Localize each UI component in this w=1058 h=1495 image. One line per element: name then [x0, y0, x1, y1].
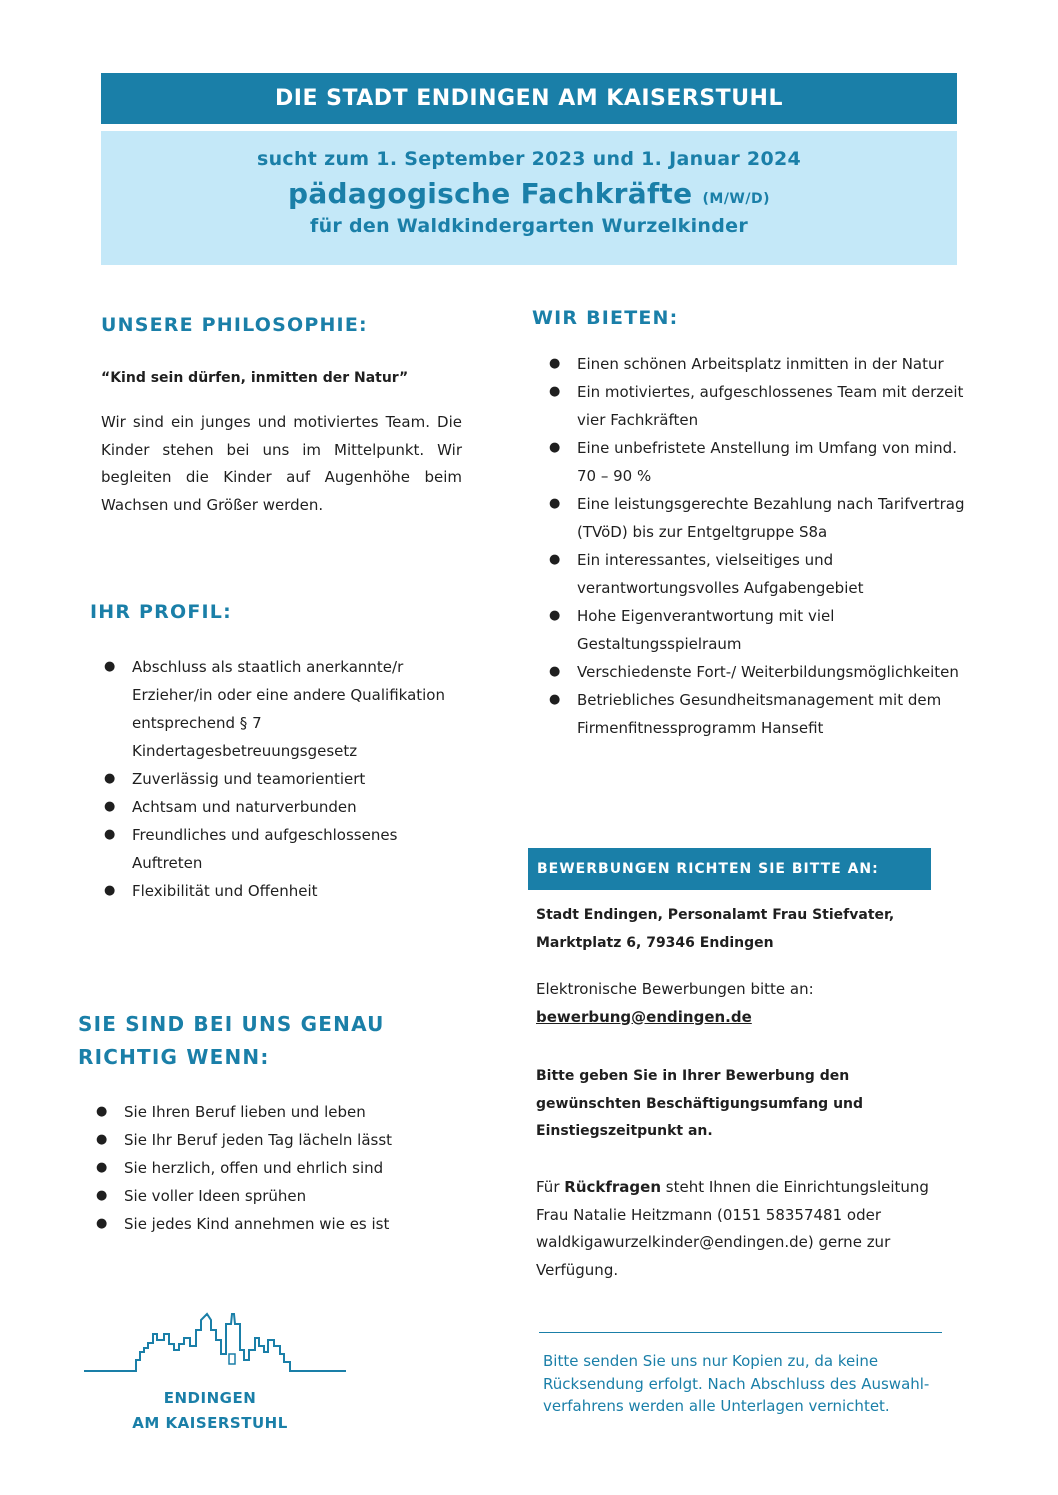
list-item: ● Hohe Eigenverantwortung mit viel Gestaltungsspielraum — [577, 602, 967, 658]
fit-heading: SIE SIND BEI UNS GENAU RICHTIG WENN: — [78, 1012, 385, 1069]
profile-list — [104, 653, 472, 905]
list-item: ● Betriebliches Gesundheitsmanagement mit dem Firmenfitnessprogramm Hansefit — [577, 686, 967, 742]
list-item: ● Eine unbefristete Anstellung im Umfang von mind. 70 – 90 % — [577, 434, 967, 490]
bullet-icon: ● — [549, 692, 561, 707]
apply-electronic: Elektronische Bewerbungen bitte an: bewerbung@endingen.de — [536, 980, 814, 1026]
offer-heading: WIR BIETEN: — [532, 307, 679, 329]
endingen-logo-icon — [84, 1310, 346, 1376]
list-item: ● Eine leistungsgerechte Bezahlung nach Tarifvertrag (TVöD) bis zur Entgeltgruppe S8a — [577, 490, 967, 546]
apply-address: Stadt Endingen, Personalamt Frau Stiefvater, Marktplatz 6, 79346 Endingen — [536, 907, 895, 951]
apply-contact: Für Rückfragen steht Ihnen die Einrichtungsleitung Frau Natalie Heitzmann (0151 58357481 oder waldkigawurzelkinder@endingen.de) gerne zur Verfügung. — [536, 1178, 929, 1279]
list-item: ● Sie Ihr Beruf jeden Tag lächeln lässt — [124, 1126, 464, 1154]
bullet-icon: ● — [96, 1132, 108, 1147]
fit-list — [96, 1098, 464, 1238]
bullet-icon: ● — [549, 496, 561, 511]
list-item: ● Ein interessantes, vielseitiges und verantwortungsvolles Aufgabengebiet — [577, 546, 967, 602]
philosophy-text: Wir sind ein junges und motiviertes Team. Die Kinder stehen bei uns im Mittelpunkt. Wir begleiten die Kinder auf Augenhöhe beim Wachsen und Größer werden. — [101, 413, 462, 514]
list-item: ● Ein motiviertes, aufgeschlossenes Team mit derzeit vier Fachkräften — [577, 378, 967, 434]
header-kindergarten-line: für den Waldkindergarten Wurzelkinder — [310, 215, 748, 237]
bullet-icon: ● — [96, 1216, 108, 1231]
list-item: ● Flexibilität und Offenheit — [132, 877, 472, 905]
footnote-divider — [539, 1332, 942, 1333]
bullet-icon: ● — [96, 1160, 108, 1175]
position-title: pädagogische Fachkräfte — [287, 177, 693, 210]
philosophy-heading: UNSERE PHILOSOPHIE: — [101, 314, 368, 336]
bullet-icon: ● — [549, 608, 561, 623]
header-subtitle-banner — [101, 131, 957, 265]
header-title: DIE STADT ENDINGEN AM KAISERSTUHL — [275, 86, 783, 111]
bullet-icon: ● — [549, 664, 561, 679]
header-title-banner — [101, 73, 957, 124]
bullet-icon: ● — [549, 356, 561, 371]
apply-email-link[interactable]: bewerbung@endingen.de — [536, 1007, 752, 1026]
bullet-icon: ● — [96, 1104, 108, 1119]
bullet-icon: ● — [104, 799, 116, 814]
list-item: ● Sie jedes Kind annehmen wie es ist — [124, 1210, 464, 1238]
list-item: ● Einen schönen Arbeitsplatz inmitten in der Natur — [577, 350, 967, 378]
apply-note: Bitte geben Sie in Ihrer Bewerbung den gewünschten Beschäftigungsumfang und Einstiegszeitpunkt an. — [536, 1068, 864, 1139]
list-item: ● Verschiedenste Fort-/ Weiterbildungsmöglichkeiten — [577, 658, 967, 686]
list-item: ● Zuverlässig und teamorientiert — [132, 765, 472, 793]
bullet-icon: ● — [104, 827, 116, 842]
header-position-line — [101, 177, 957, 210]
philosophy-quote: “Kind sein dürfen, inmitten der Natur” — [101, 370, 409, 386]
list-item: ● Abschluss als staatlich anerkannte/r Erzieher/in oder eine andere Qualifikation entsprechend § 7 Kindertagesbetreuungsgesetz — [132, 653, 472, 765]
footnote: Bitte senden Sie uns nur Kopien zu, da keine Rücksendung erfolgt. Nach Abschluss des Auswahl-verfahrens werden alle Unterlagen vernichtet. — [543, 1352, 930, 1415]
bullet-icon: ● — [104, 883, 116, 898]
list-item: ● Sie herzlich, offen und ehrlich sind — [124, 1154, 464, 1182]
bullet-icon: ● — [549, 440, 561, 455]
apply-heading: BEWERBUNGEN RICHTEN SIE BITTE AN: — [537, 861, 879, 877]
list-item: ● Sie Ihren Beruf lieben und leben — [124, 1098, 464, 1126]
bullet-icon: ● — [96, 1188, 108, 1203]
logo-text: ENDINGEN AM KAISERSTUHL — [132, 1389, 288, 1432]
list-item: ● Freundliches und aufgeschlossenes Auftreten — [132, 821, 472, 877]
list-item: ● Sie voller Ideen sprühen — [124, 1182, 464, 1210]
offer-list — [549, 350, 967, 742]
bullet-icon: ● — [104, 771, 116, 786]
gender-note: (M/W/D) — [702, 191, 771, 207]
bullet-icon: ● — [549, 552, 561, 567]
bullet-icon: ● — [104, 659, 116, 674]
apply-heading-box — [528, 848, 931, 890]
list-item: ● Achtsam und naturverbunden — [132, 793, 472, 821]
profile-heading: IHR PROFIL: — [90, 601, 232, 623]
bullet-icon: ● — [549, 384, 561, 399]
header-date-line: sucht zum 1. September 2023 und 1. Januar 2024 — [256, 148, 802, 170]
